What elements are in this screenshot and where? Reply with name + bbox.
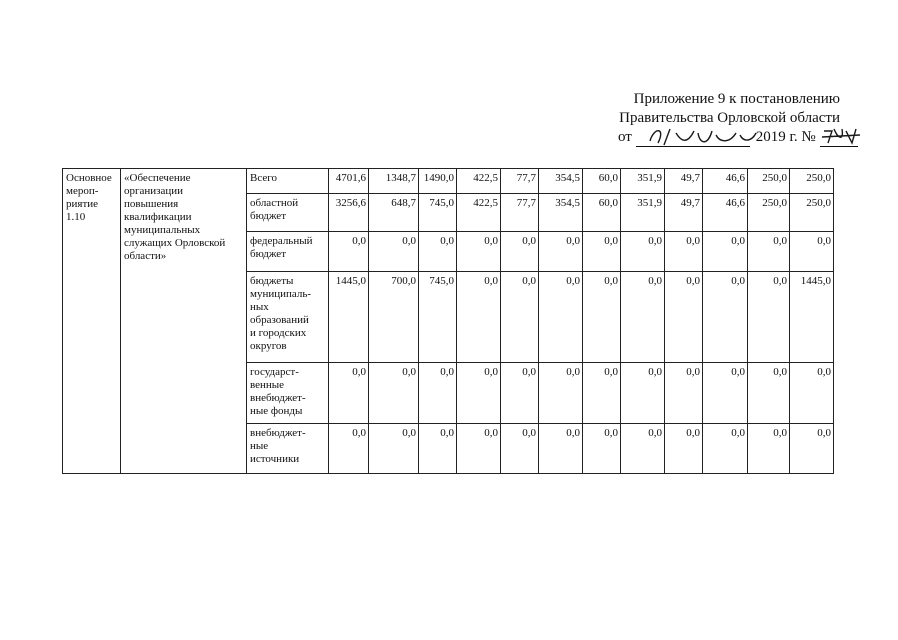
amount-cell: 0,0 [457, 272, 501, 363]
date-prefix: от [618, 129, 632, 145]
amount-cell: 0,0 [501, 424, 539, 474]
amount-cell: 0,0 [790, 424, 834, 474]
amount-cell: 0,0 [501, 272, 539, 363]
amount-cell: 46,6 [703, 169, 748, 194]
appendix-header [618, 90, 858, 147]
amount-cell: 3256,6 [329, 194, 369, 232]
date-field [636, 129, 750, 147]
handwritten-number-icon [820, 123, 862, 147]
funding-source-label: Всего [247, 169, 329, 194]
amount-cell: 250,0 [790, 194, 834, 232]
funding-source-label: государст- венные внебюджет- ные фонды [247, 363, 329, 424]
handwritten-date-icon [636, 123, 761, 147]
amount-cell: 0,0 [703, 272, 748, 363]
amount-cell: 0,0 [501, 363, 539, 424]
amount-cell: 0,0 [419, 363, 457, 424]
amount-cell: 422,5 [457, 169, 501, 194]
appendix-title: Приложение 9 к постановлению [633, 91, 840, 107]
amount-cell: 0,0 [369, 363, 419, 424]
amount-cell: 1445,0 [329, 272, 369, 363]
appendix-authority: Правительства Орловской области [619, 110, 840, 126]
amount-cell: 0,0 [539, 272, 583, 363]
amount-cell: 77,7 [501, 194, 539, 232]
event-code-cell: Основное мероп- риятие 1.10 [63, 169, 121, 474]
amount-cell: 0,0 [790, 232, 834, 272]
amount-cell: 0,0 [369, 424, 419, 474]
amount-cell: 49,7 [665, 169, 703, 194]
amount-cell: 0,0 [539, 424, 583, 474]
amount-cell: 0,0 [583, 232, 621, 272]
amount-cell: 0,0 [665, 424, 703, 474]
funding-source-label: федеральный бюджет [247, 232, 329, 272]
amount-cell: 0,0 [748, 424, 790, 474]
amount-cell: 745,0 [419, 194, 457, 232]
funding-source-label: бюджеты муниципаль- ных образований и городских округов [247, 272, 329, 363]
amount-cell: 0,0 [748, 232, 790, 272]
amount-cell: 1490,0 [419, 169, 457, 194]
amount-cell: 60,0 [583, 169, 621, 194]
amount-cell: 0,0 [329, 232, 369, 272]
amount-cell: 0,0 [501, 232, 539, 272]
amount-cell: 49,7 [665, 194, 703, 232]
amount-cell: 4701,6 [329, 169, 369, 194]
amount-cell: 0,0 [369, 232, 419, 272]
amount-cell: 0,0 [419, 232, 457, 272]
event-name-cell: «Обеспечение организации повышения квалификации муниципальных служащих Орловской области» [121, 169, 247, 474]
amount-cell: 1445,0 [790, 272, 834, 363]
amount-cell: 0,0 [329, 363, 369, 424]
amount-cell: 745,0 [419, 272, 457, 363]
amount-cell: 0,0 [457, 363, 501, 424]
amount-cell: 0,0 [790, 363, 834, 424]
amount-cell: 0,0 [703, 424, 748, 474]
amount-cell: 0,0 [621, 272, 665, 363]
amount-cell: 0,0 [621, 363, 665, 424]
amount-cell: 0,0 [583, 272, 621, 363]
amount-cell: 1348,7 [369, 169, 419, 194]
amount-cell: 0,0 [621, 232, 665, 272]
amount-cell: 0,0 [748, 272, 790, 363]
funding-table [62, 168, 834, 474]
appendix-date-line [618, 128, 858, 147]
amount-cell: 0,0 [583, 424, 621, 474]
amount-cell: 0,0 [457, 232, 501, 272]
amount-cell: 700,0 [369, 272, 419, 363]
amount-cell: 0,0 [583, 363, 621, 424]
amount-cell: 250,0 [748, 194, 790, 232]
amount-cell: 354,5 [539, 169, 583, 194]
number-field [820, 129, 858, 147]
amount-cell: 0,0 [621, 424, 665, 474]
date-year: 2019 г. № [755, 129, 816, 145]
amount-cell: 60,0 [583, 194, 621, 232]
amount-cell: 77,7 [501, 169, 539, 194]
amount-cell: 0,0 [539, 232, 583, 272]
amount-cell: 0,0 [665, 272, 703, 363]
amount-cell: 250,0 [790, 169, 834, 194]
amount-cell: 422,5 [457, 194, 501, 232]
funding-source-label: областной бюджет [247, 194, 329, 232]
amount-cell: 0,0 [665, 232, 703, 272]
amount-cell: 250,0 [748, 169, 790, 194]
amount-cell: 0,0 [419, 424, 457, 474]
amount-cell: 0,0 [329, 424, 369, 474]
amount-cell: 0,0 [703, 363, 748, 424]
amount-cell: 351,9 [621, 169, 665, 194]
amount-cell: 351,9 [621, 194, 665, 232]
funding-source-label: внебюджет- ные источники [247, 424, 329, 474]
table-row [63, 169, 834, 194]
amount-cell: 648,7 [369, 194, 419, 232]
amount-cell: 46,6 [703, 194, 748, 232]
amount-cell: 354,5 [539, 194, 583, 232]
amount-cell: 0,0 [539, 363, 583, 424]
amount-cell: 0,0 [457, 424, 501, 474]
amount-cell: 0,0 [665, 363, 703, 424]
amount-cell: 0,0 [703, 232, 748, 272]
amount-cell: 0,0 [748, 363, 790, 424]
